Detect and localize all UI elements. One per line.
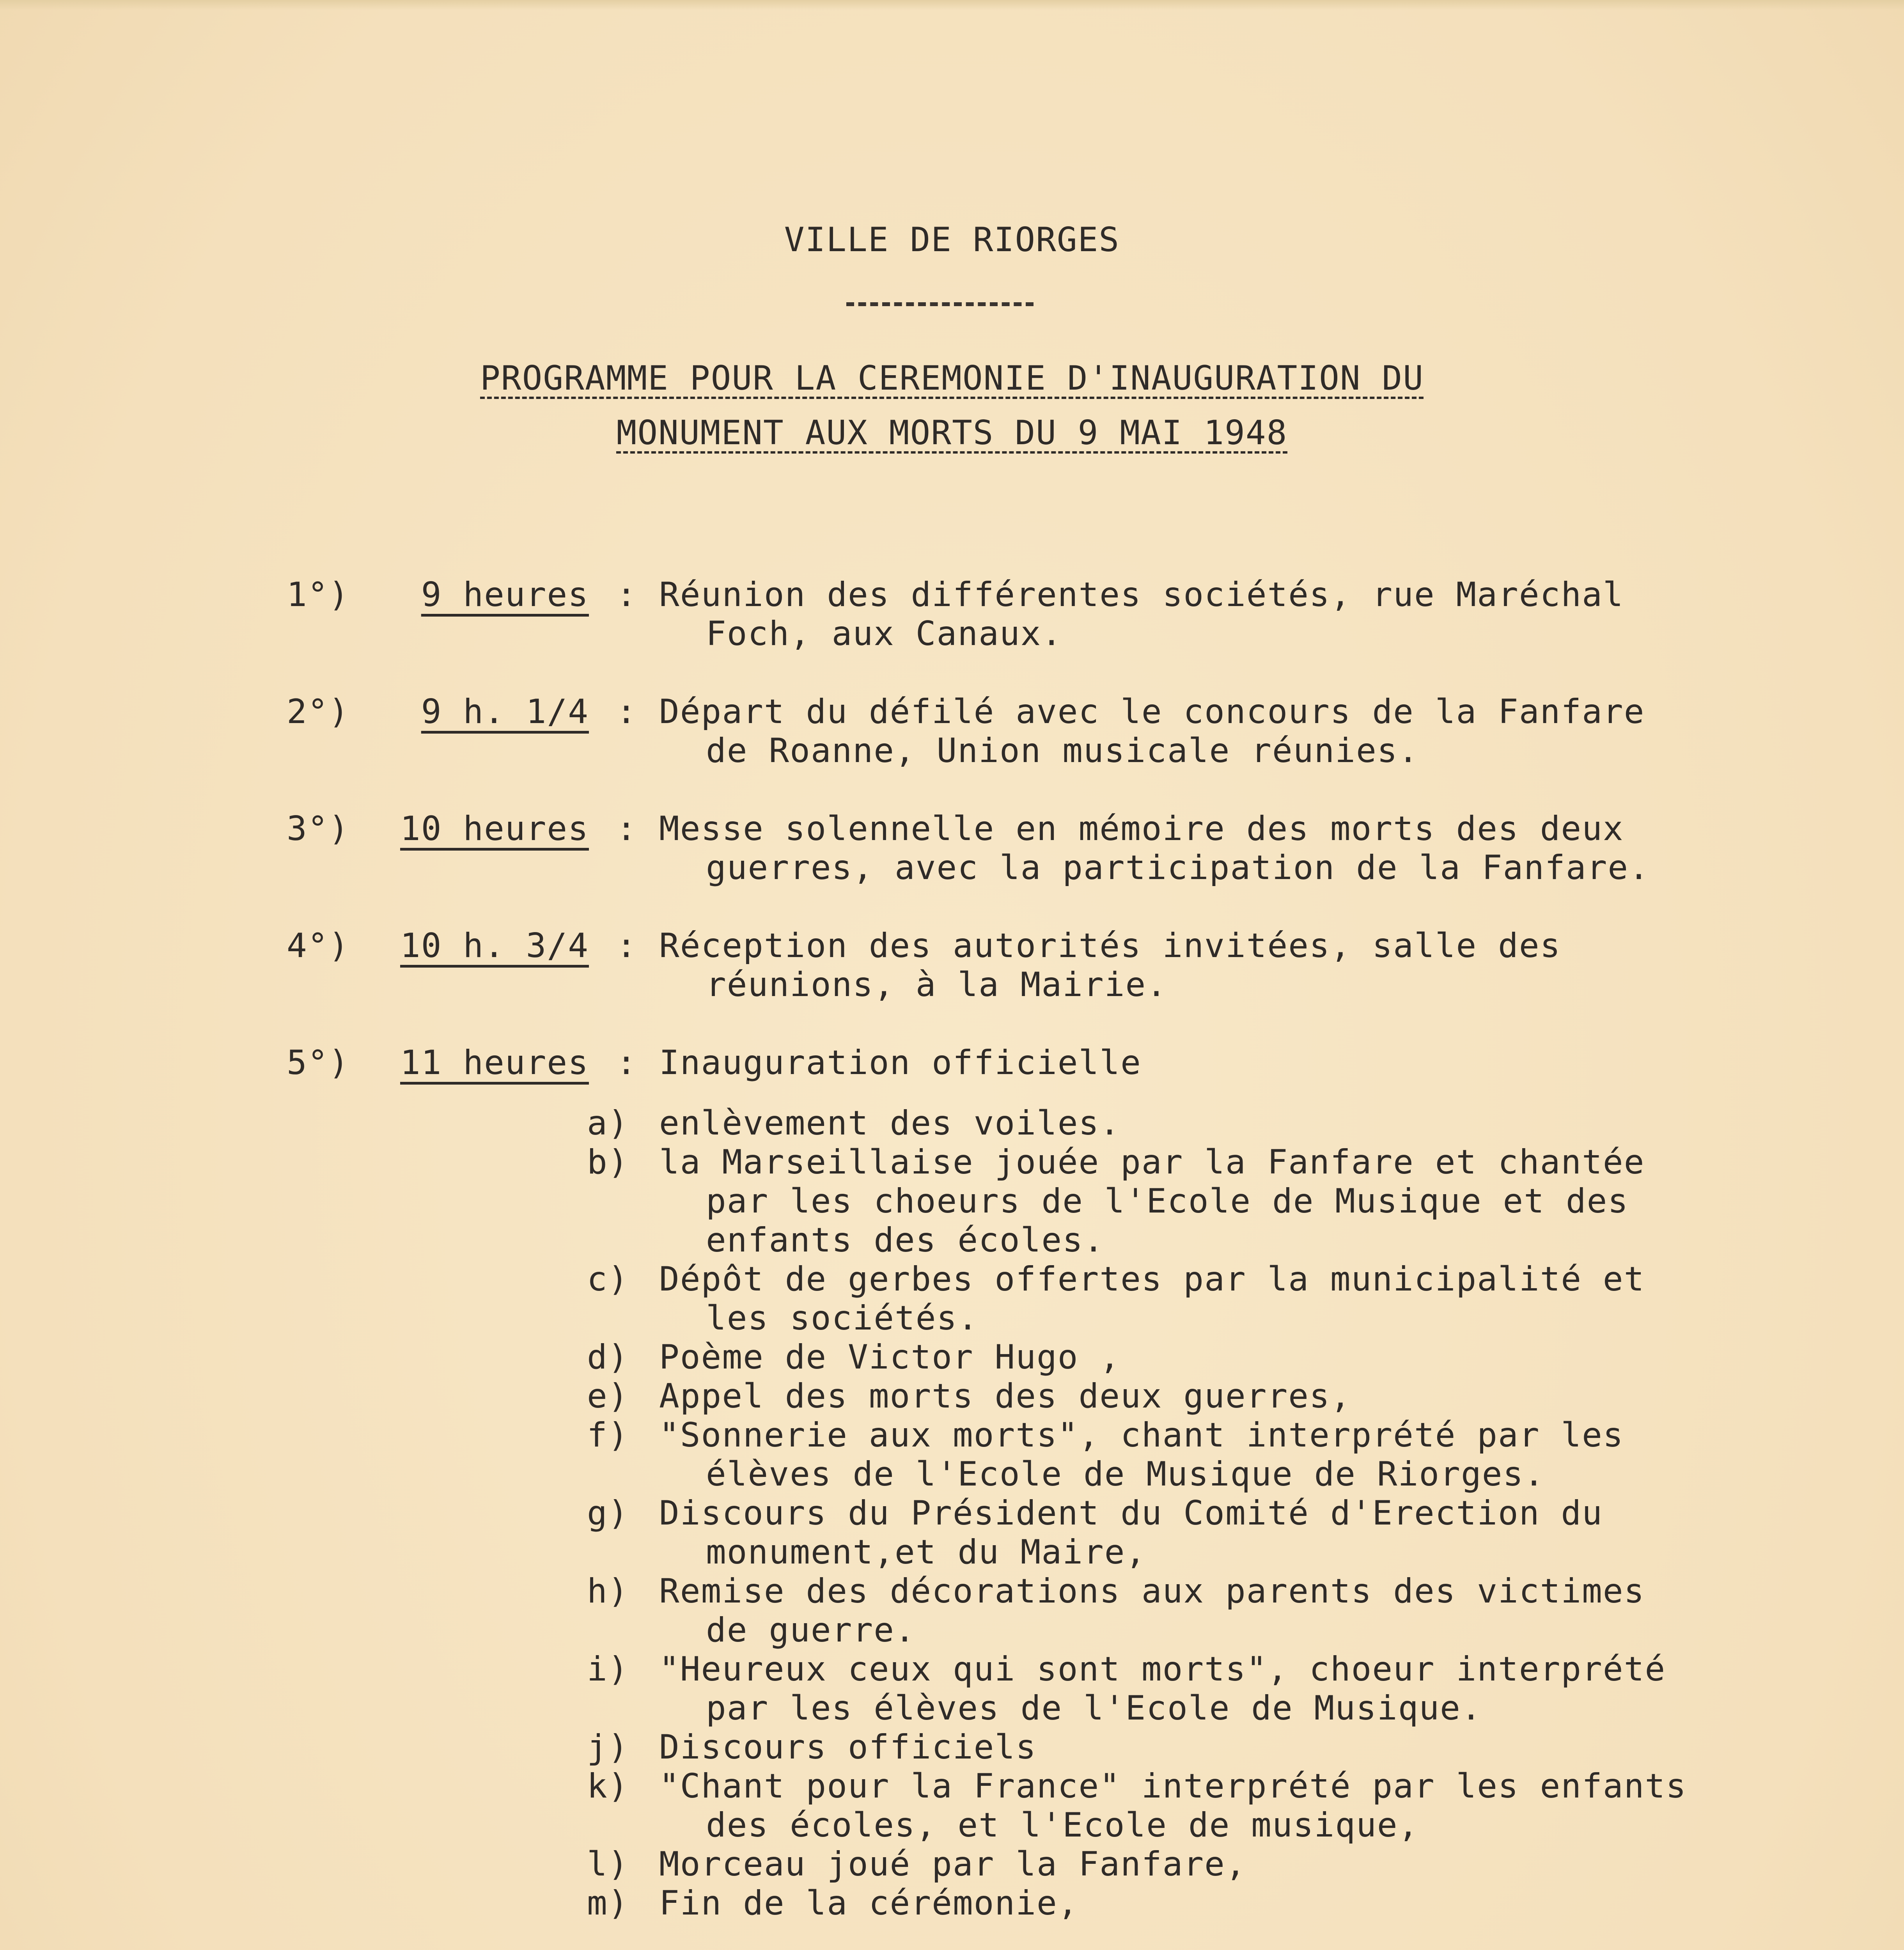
item-number: 3°) — [287, 809, 350, 848]
item-description: Messe solennelle en mémoire des morts des deux — [659, 809, 1624, 848]
item-time: 11 heures — [400, 1043, 589, 1082]
subitem-text: Dépôt de gerbes offertes par la municipalité et — [659, 1260, 1645, 1299]
subitem-letter: d) — [587, 1338, 629, 1377]
subitem-text: des écoles, et l'Ecole de musique, — [706, 1806, 1419, 1845]
item-description: Foch, aux Canaux. — [706, 614, 1063, 653]
subitem-text: Remise des décorations aux parents des victimes — [659, 1572, 1645, 1611]
item-description: Réception des autorités invitées, salle des — [659, 926, 1561, 965]
subitem-letter: b) — [587, 1143, 629, 1182]
item-description: Inauguration officielle — [659, 1043, 1142, 1082]
subitem-text: enlèvement des voiles. — [659, 1104, 1121, 1143]
subitem-text: la Marseillaise jouée par la Fanfare et chantée — [659, 1143, 1645, 1182]
scan-edge — [0, 0, 1904, 10]
subitem-text: "Heureux ceux qui sont morts", choeur interprété — [659, 1650, 1666, 1689]
item-description: réunions, à la Mairie. — [706, 965, 1168, 1004]
subitem-letter: i) — [587, 1650, 629, 1689]
subitem-letter: k) — [587, 1767, 629, 1806]
subitem-letter: g) — [587, 1494, 629, 1533]
subitem-text: "Chant pour la France" interprété par les enfants — [659, 1767, 1687, 1806]
subitem-text: enfants des écoles. — [706, 1221, 1104, 1260]
title-line-2: MONUMENT AUX MORTS DU 9 MAI 1948 — [616, 413, 1288, 452]
item-separator: : — [616, 809, 637, 848]
subitem-letter: j) — [587, 1728, 629, 1767]
subitem-text: Morceau joué par la Fanfare, — [659, 1845, 1246, 1884]
item-time: 10 heures — [400, 809, 589, 848]
item-separator: : — [616, 692, 637, 731]
item-separator: : — [616, 1043, 637, 1082]
subitem-text: Discours du Président du Comité d'Erection du — [659, 1494, 1603, 1533]
item-number: 2°) — [287, 692, 350, 731]
subitem-text: monument,et du Maire, — [706, 1533, 1147, 1572]
item-description: Départ du défilé avec le concours de la Fanfare — [659, 692, 1645, 731]
item-number: 5°) — [287, 1043, 350, 1082]
item-time: 9 h. 1/4 — [421, 692, 589, 731]
subitem-letter: a) — [587, 1104, 629, 1143]
subitem-text: de guerre. — [706, 1611, 916, 1650]
subitem-text: Discours officiels — [659, 1728, 1037, 1767]
subitem-letter: e) — [587, 1377, 629, 1416]
item-time: 10 h. 3/4 — [400, 926, 589, 965]
subitem-text: élèves de l'Ecole de Musique de Riorges. — [706, 1455, 1545, 1494]
item-separator: : — [616, 575, 637, 614]
subitem-letter: m) — [587, 1884, 629, 1923]
subitem-text: Appel des morts des deux guerres, — [659, 1377, 1351, 1416]
item-separator: : — [616, 926, 637, 965]
item-number: 1°) — [287, 575, 350, 614]
item-description: guerres, avec la participation de la Fanfare. — [706, 848, 1650, 887]
subitem-text: "Sonnerie aux morts", chant interprété par les — [659, 1416, 1624, 1455]
subitem-letter: f) — [587, 1416, 629, 1455]
subitem-text: Fin de la cérémonie, — [659, 1884, 1079, 1923]
subitem-letter: c) — [587, 1260, 629, 1299]
item-description: de Roanne, Union musicale réunies. — [706, 731, 1419, 770]
item-number: 4°) — [287, 926, 350, 965]
subitem-text: Poème de Victor Hugo , — [659, 1338, 1121, 1377]
subitem-text: par les choeurs de l'Ecole de Musique et des — [706, 1182, 1629, 1221]
subitem-text: les sociétés. — [706, 1299, 979, 1338]
header-divider — [846, 302, 1034, 306]
subitem-text: par les élèves de l'Ecole de Musique. — [706, 1689, 1482, 1728]
town-heading: VILLE DE RIORGES — [784, 220, 1120, 259]
subitem-letter: l) — [587, 1845, 629, 1884]
title-line-1: PROGRAMME POUR LA CEREMONIE D'INAUGURATION DU — [480, 359, 1424, 398]
subitem-letter: h) — [587, 1572, 629, 1611]
item-description: Réunion des différentes sociétés, rue Maréchal — [659, 575, 1624, 614]
item-time: 9 heures — [421, 575, 589, 614]
